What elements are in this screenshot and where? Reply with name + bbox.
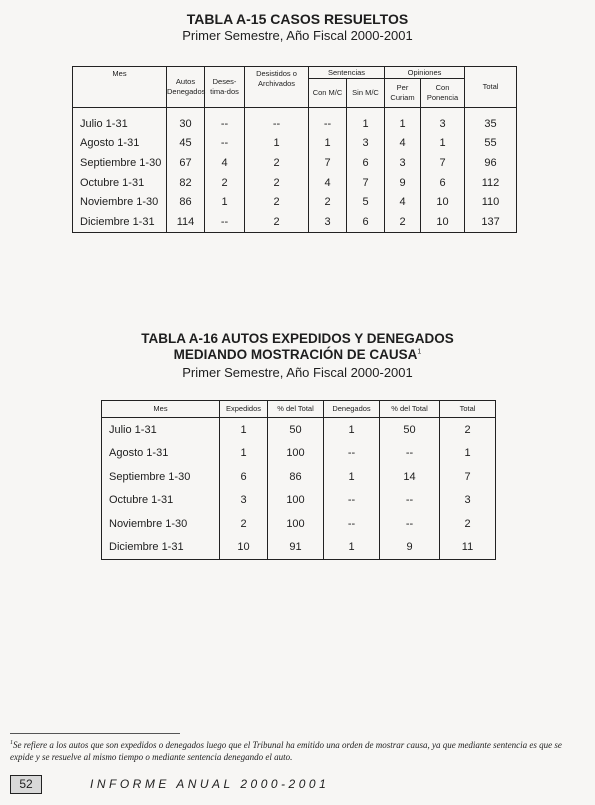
table-row [102, 512, 496, 536]
cell-mes: Diciembre 1-31 [73, 212, 167, 232]
cell-total: 35 [465, 108, 517, 134]
cell-mes: Julio 1-31 [102, 418, 220, 442]
cell-desestimados: 1 [205, 192, 245, 212]
cell-mes: Septiembre 1-30 [73, 153, 167, 173]
cell-total: 112 [465, 173, 517, 193]
table-row [102, 536, 496, 560]
cell-mes: Octubre 1-31 [102, 489, 220, 513]
header-expedidos: Expedidos [220, 401, 268, 418]
cell-sin-mc: 7 [347, 173, 385, 193]
cell-con-ponencia: 1 [421, 134, 465, 154]
cell-desestimados: -- [205, 134, 245, 154]
cell-total: 137 [465, 212, 517, 232]
cell-desistidos: 2 [245, 192, 309, 212]
header-pct-total: % del Total [380, 401, 440, 418]
cell-total: 2 [440, 512, 496, 536]
cell-sin-mc: 1 [347, 108, 385, 134]
cell-pct1: 100 [268, 512, 324, 536]
cell-sin-mc: 5 [347, 192, 385, 212]
cell-desestimados: -- [205, 212, 245, 232]
cell-per-curiam: 3 [385, 153, 421, 173]
cell-pct2: 50 [380, 418, 440, 442]
cell-denegados: -- [324, 512, 380, 536]
cell-pct2: -- [380, 442, 440, 466]
cell-denegados: -- [324, 442, 380, 466]
table16-title-line1: TABLA A-16 AUTOS EXPEDIDOS Y DENEGADOS [141, 331, 454, 346]
table16-footnote-marker: 1 [417, 348, 422, 356]
cell-mes: Diciembre 1-31 [102, 536, 220, 560]
cell-expedidos: 1 [220, 418, 268, 442]
cell-con-ponencia: 10 [421, 212, 465, 232]
cell-pct2: -- [380, 489, 440, 513]
table15 [72, 66, 517, 233]
cell-per-curiam: 1 [385, 108, 421, 134]
header-sin-mc: Sin M/C [347, 79, 385, 108]
cell-desistidos: 2 [245, 153, 309, 173]
header-opiniones: Opiniones [385, 67, 465, 79]
cell-con-mc: 7 [309, 153, 347, 173]
cell-autos: 86 [167, 192, 205, 212]
cell-denegados: 1 [324, 418, 380, 442]
header-total: Total [440, 401, 496, 418]
cell-expedidos: 1 [220, 442, 268, 466]
cell-denegados: 1 [324, 465, 380, 489]
cell-pct1: 86 [268, 465, 324, 489]
table16 [101, 400, 496, 560]
cell-pct1: 100 [268, 442, 324, 466]
footnote-text: Se refiere a los autos que son expedidos o denegados luego que el Tribunal ha emitido una orden de mostrar causa, ya que mediante sentencia es que se expide y se resuelve al mismo tiempo o mediante sentencia denegando el auto. [10, 740, 562, 762]
header-mes: Mes [102, 401, 220, 418]
cell-total: 7 [440, 465, 496, 489]
header-con-mc: Con M/C [309, 79, 347, 108]
cell-autos: 114 [167, 212, 205, 232]
cell-desestimados: -- [205, 108, 245, 134]
table-row [102, 489, 496, 513]
cell-total: 11 [440, 536, 496, 560]
table-row [73, 108, 517, 134]
footnote-marker: 1 [10, 740, 13, 746]
cell-mes: Noviembre 1-30 [73, 192, 167, 212]
cell-autos: 67 [167, 153, 205, 173]
cell-denegados: -- [324, 489, 380, 513]
cell-per-curiam: 9 [385, 173, 421, 193]
table16-title-text: MEDIANDO MOSTRACIÓN DE CAUSA [173, 347, 418, 362]
cell-pct1: 50 [268, 418, 324, 442]
cell-autos: 30 [167, 108, 205, 134]
table-row [102, 465, 496, 489]
table-row [73, 153, 517, 173]
cell-total: 110 [465, 192, 517, 212]
cell-desestimados: 2 [205, 173, 245, 193]
cell-expedidos: 3 [220, 489, 268, 513]
table16-subtitle: Primer Semestre, Año Fiscal 2000-2001 [182, 365, 413, 380]
cell-con-ponencia: 10 [421, 192, 465, 212]
cell-con-ponencia: 3 [421, 108, 465, 134]
table-row [102, 418, 496, 442]
cell-con-mc: -- [309, 108, 347, 134]
cell-mes: Septiembre 1-30 [102, 465, 220, 489]
cell-autos: 45 [167, 134, 205, 154]
header-sentencias: Sentencias [309, 67, 385, 79]
cell-con-ponencia: 7 [421, 153, 465, 173]
cell-per-curiam: 4 [385, 134, 421, 154]
cell-con-mc: 1 [309, 134, 347, 154]
cell-mes: Noviembre 1-30 [102, 512, 220, 536]
header-pct-total: % del Total [268, 401, 324, 418]
header-mes: Mes [73, 67, 167, 108]
cell-mes: Agosto 1-31 [102, 442, 220, 466]
cell-denegados: 1 [324, 536, 380, 560]
cell-mes: Agosto 1-31 [73, 134, 167, 154]
header-desestimados: Deses-tima-dos [205, 67, 245, 108]
table-row [73, 212, 517, 232]
cell-pct2: 9 [380, 536, 440, 560]
cell-expedidos: 10 [220, 536, 268, 560]
table-row [73, 173, 517, 193]
table-row [73, 134, 517, 154]
cell-autos: 82 [167, 173, 205, 193]
cell-per-curiam: 4 [385, 192, 421, 212]
cell-pct1: 100 [268, 489, 324, 513]
cell-expedidos: 2 [220, 512, 268, 536]
cell-pct2: 14 [380, 465, 440, 489]
cell-sin-mc: 6 [347, 212, 385, 232]
header-total: Total [465, 67, 517, 108]
cell-per-curiam: 2 [385, 212, 421, 232]
table-row [102, 442, 496, 466]
cell-con-mc: 3 [309, 212, 347, 232]
page-number: 52 [10, 775, 42, 794]
cell-total: 96 [465, 153, 517, 173]
header-autos-denegados: Autos Denegados [167, 67, 205, 108]
cell-total: 2 [440, 418, 496, 442]
cell-total: 55 [465, 134, 517, 154]
table15-title: TABLA A-15 CASOS RESUELTOS [186, 11, 409, 27]
cell-desistidos: 2 [245, 212, 309, 232]
table-row [73, 192, 517, 212]
cell-con-mc: 2 [309, 192, 347, 212]
cell-sin-mc: 6 [347, 153, 385, 173]
footnote [10, 737, 585, 763]
cell-expedidos: 6 [220, 465, 268, 489]
header-denegados: Denegados [324, 401, 380, 418]
cell-desestimados: 4 [205, 153, 245, 173]
cell-desistidos: 2 [245, 173, 309, 193]
cell-sin-mc: 3 [347, 134, 385, 154]
table16-title-line2 [0, 347, 595, 362]
cell-desistidos: 1 [245, 134, 309, 154]
cell-desistidos: -- [245, 108, 309, 134]
cell-con-ponencia: 6 [421, 173, 465, 193]
footnote-divider [10, 733, 180, 734]
header-per-curiam: Per Curiam [385, 79, 421, 108]
table15-subtitle: Primer Semestre, Año Fiscal 2000-2001 [182, 28, 413, 43]
cell-mes: Julio 1-31 [73, 108, 167, 134]
cell-pct2: -- [380, 512, 440, 536]
header-con-ponencia: Con Ponencia [421, 79, 465, 108]
cell-pct1: 91 [268, 536, 324, 560]
cell-total: 3 [440, 489, 496, 513]
report-title: INFORME ANUAL 2000-2001 [90, 777, 330, 791]
header-desistidos: Desistidos o Archivados [245, 67, 309, 108]
cell-mes: Octubre 1-31 [73, 173, 167, 193]
cell-con-mc: 4 [309, 173, 347, 193]
cell-total: 1 [440, 442, 496, 466]
